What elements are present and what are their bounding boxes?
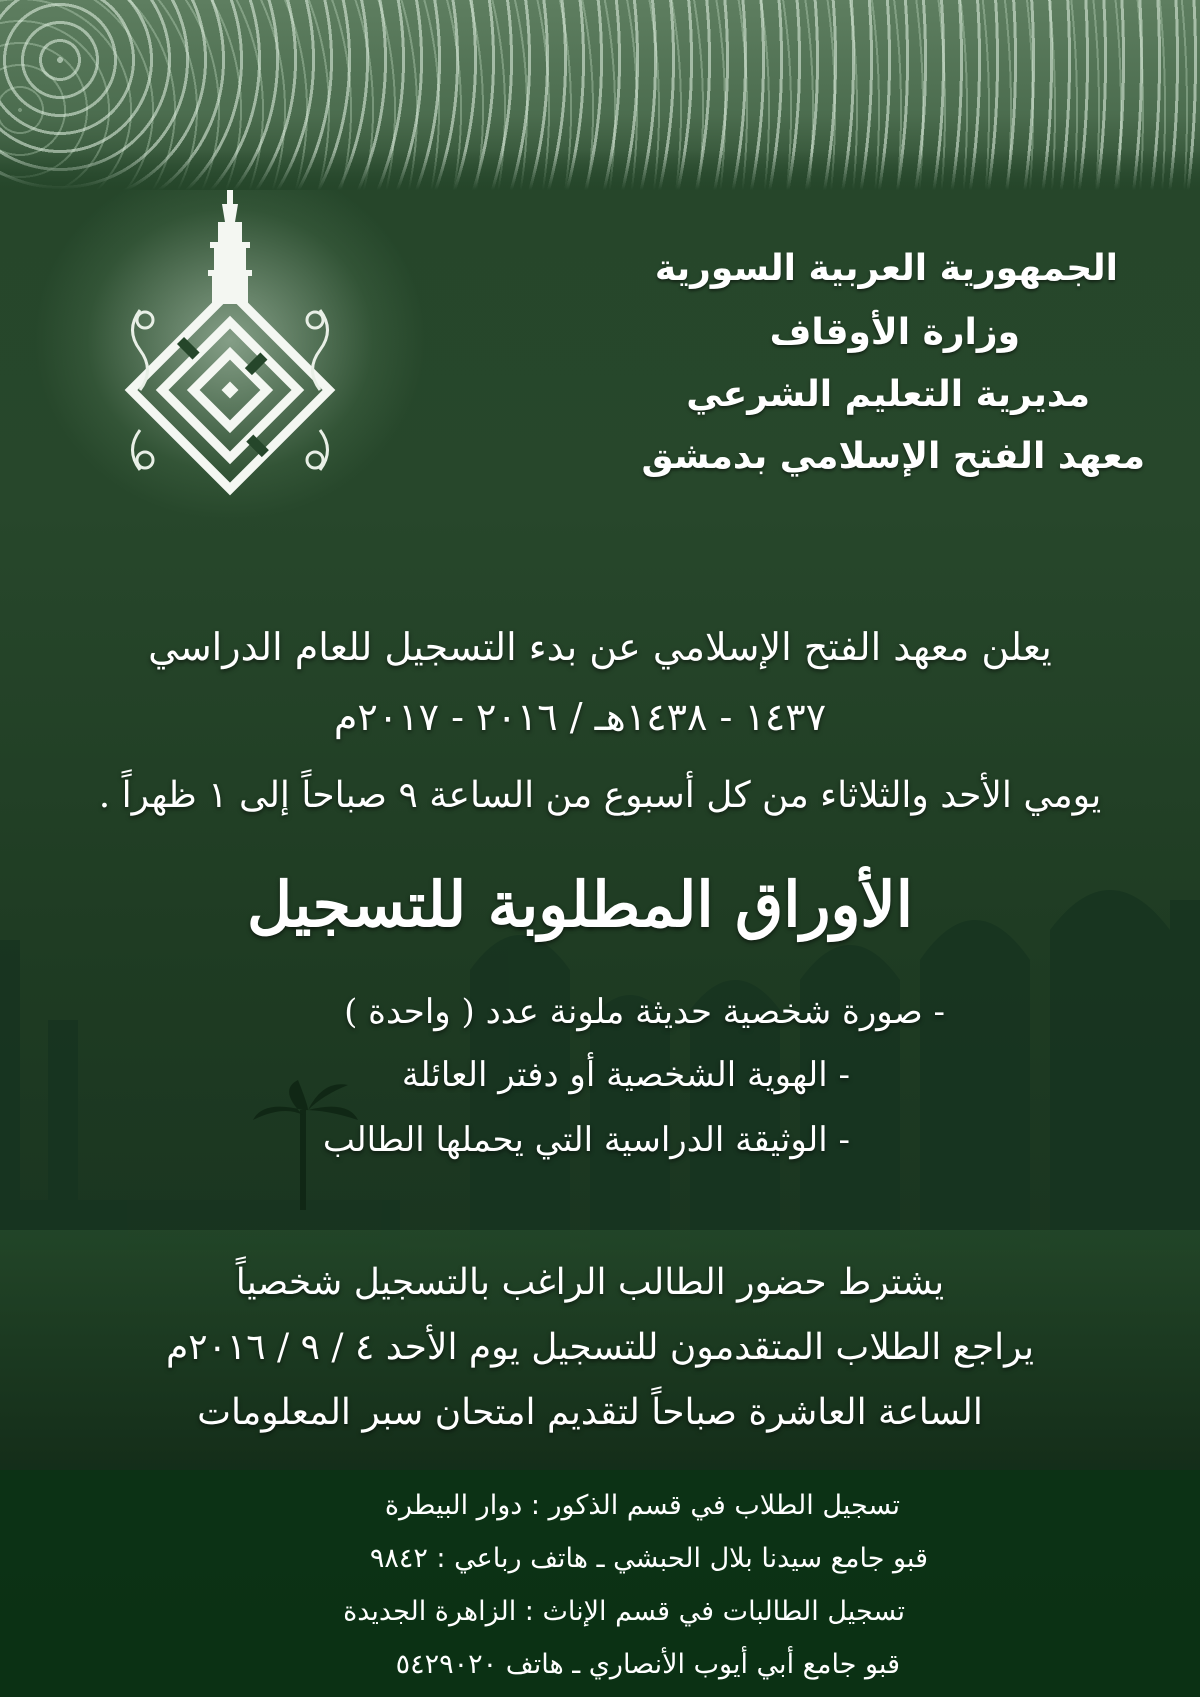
footer-male-address: قبو جامع سيدنا بلال الحبشي ـ هاتف رباعي : ٩٨٤٢ [369, 1543, 928, 1574]
header-ministry: وزارة الأوقاف [769, 312, 1020, 353]
requirement-item: - صورة شخصية حديثة ملونة عدد ( واحدة ) [344, 992, 945, 1032]
note-exam-date: يراجع الطلاب المتقدمون للتسجيل يوم الأحد ٤ / ٩ / ٢٠١٦م [165, 1327, 1035, 1368]
header-institute: معهد الفتح الإسلامي بدمشق [641, 436, 1145, 477]
ornamental-header-band [0, 0, 1200, 190]
announcement-schedule: يومي الأحد والثلاثاء من كل أسبوع من الساعة ٩ صباحاً إلى ١ ظهراً . [98, 775, 1102, 816]
footer-female-address: قبو جامع أبي أيوب الأنصاري ـ هاتف ٥٤٢٩٠٢٠ [395, 1649, 900, 1680]
requirement-item: - الهوية الشخصية أو دفتر العائلة [401, 1055, 850, 1095]
requirements-title: الأوراق المطلوبة للتسجيل [247, 868, 913, 941]
note-attendance: يشترط حضور الطالب الراغب بالتسجيل شخصياً [235, 1262, 945, 1303]
requirement-item: - الوثيقة الدراسية التي يحملها الطالب [322, 1120, 850, 1160]
footer-female-registration: تسجيل الطالبات في قسم الإناث : الزاهرة الجديدة [343, 1596, 905, 1627]
footer-male-registration: تسجيل الطلاب في قسم الذكور : دوار البيطرة [384, 1490, 900, 1521]
note-exam-time: الساعة العاشرة صباحاً لتقديم امتحان سبر المعلومات [197, 1392, 983, 1433]
header-directorate: مديرية التعليم الشرعي [686, 374, 1090, 415]
announcement-line-1: يعلن معهد الفتح الإسلامي عن بدء التسجيل للعام الدراسي [148, 625, 1052, 669]
institute-emblem-logo [110, 180, 350, 510]
announcement-academic-year: ١٤٣٧ - ١٤٣٨هـ / ٢٠١٦ - ٢٠١٧م [333, 695, 827, 739]
header-country: الجمهورية العربية السورية [654, 248, 1118, 289]
